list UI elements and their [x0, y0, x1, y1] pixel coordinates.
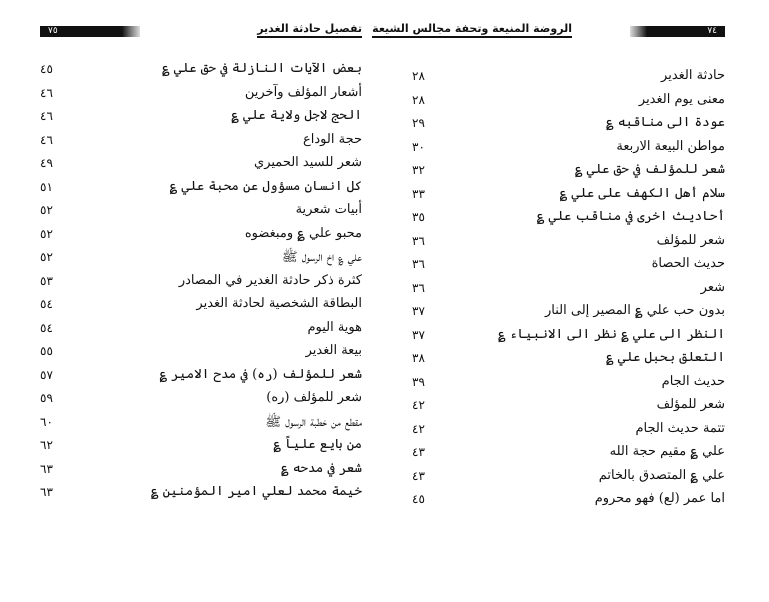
toc-entry-page: ٥٢	[40, 250, 53, 264]
toc-entry-title: البطاقة الشخصية لحادثة الغدير	[196, 296, 362, 311]
toc-entry-page: ٥٣	[40, 273, 53, 288]
toc-entry-page: ٣٥	[412, 210, 425, 224]
page-number: ٧٥	[48, 26, 58, 36]
toc-entry	[40, 414, 362, 436]
toc-entry-title: شعر للمؤلف	[656, 232, 725, 248]
toc-entry-page: ٤٣	[412, 468, 425, 483]
toc-entry-title: شعر للمؤلف (ره) في مدح الامير ؏	[159, 366, 362, 382]
toc-entry-title: التعلق بحبل علي ؏	[605, 350, 725, 365]
toc-entry-page: ٤٩	[40, 156, 53, 170]
toc-entry-page: ٥٢	[40, 203, 53, 217]
toc-entry	[412, 233, 725, 255]
toc-entry-title: شعر للسيد الحميري	[254, 155, 362, 170]
toc-entry-title: شعر للمؤلف في حق علي ؏	[574, 162, 725, 177]
toc-entry-page: ٤٦	[40, 109, 53, 123]
toc-entry-title: محبو علي ؏ ومبغضوه	[244, 225, 362, 241]
toc-entry	[40, 202, 362, 224]
toc-entry	[412, 162, 725, 184]
toc-entry-title: بيعة الغدير	[305, 343, 362, 358]
toc-entry	[412, 209, 725, 231]
toc-entry-title: معنى يوم الغدير	[638, 91, 725, 107]
toc-entry	[412, 468, 725, 490]
page-number-bar	[630, 26, 725, 37]
toc-entry-page: ٤٣	[412, 445, 425, 459]
toc-entry-page: ٥٩	[40, 391, 53, 405]
toc-entry-title: أحاديث اخرى في مناقب علي ؏	[536, 209, 725, 224]
toc-entry-title: علي ؏ مقيم حجة الله	[609, 444, 725, 459]
toc-entry-title: كثرة ذكر حادثة الغدير في المصادر	[178, 272, 362, 288]
toc-entry	[412, 92, 725, 114]
toc-entry	[40, 461, 362, 483]
toc-entry-page: ٣٦	[412, 280, 425, 295]
toc-entry	[40, 249, 362, 271]
toc-entry-title: الحج لاجل ولاية علي ؏	[231, 108, 362, 123]
toc-entry	[40, 343, 362, 365]
toc-entry-page: ٣٠	[412, 139, 425, 154]
toc-entry-page: ٥٧	[40, 367, 53, 382]
toc-entry-title: حادثة الغدير	[661, 68, 725, 83]
toc-entry-title: مقطع من خطبة الرسول ﷺ	[265, 414, 362, 430]
toc-entry-title: بدون حب علي ؏ المصير إلى النار	[545, 303, 725, 318]
toc-entry	[412, 68, 725, 90]
toc-entry	[40, 155, 362, 177]
toc-entry	[412, 139, 725, 161]
toc-entry	[412, 280, 725, 302]
toc-entry-page: ٣٢	[412, 163, 425, 177]
toc-entry-page: ٣٣	[412, 186, 425, 201]
toc-entry-title: حديث الحصاة	[651, 256, 725, 271]
running-header: الروضة المنيعة وتحفة مجالس الشيعة	[372, 22, 572, 38]
toc-entry-page: ٣٩	[412, 374, 425, 389]
toc-entry-page: ٦٣	[40, 485, 53, 499]
toc-entry-title: هوية اليوم	[307, 319, 362, 335]
toc-entry-title: عودة الى مناقبه ؏	[605, 115, 725, 130]
toc-entry	[40, 296, 362, 318]
toc-entry	[412, 186, 725, 208]
toc-entry-title: من بايع علياً ؏	[273, 437, 362, 452]
toc-entry	[40, 484, 362, 506]
toc-entry	[40, 367, 362, 389]
toc-entry	[40, 85, 362, 107]
toc-entry-page: ٥٤	[40, 320, 53, 335]
page-number-bar	[40, 26, 140, 37]
toc-entry-title: كل انسان مسؤول عن محبة علي ؏	[169, 178, 362, 194]
toc-entry-page: ٤٦	[40, 132, 53, 147]
toc-entry-title: علي ؏ اخ الرسول ﷺ	[281, 250, 362, 265]
toc-entry-page: ٦٠	[40, 414, 53, 429]
toc-entry-page: ٥٥	[40, 344, 53, 358]
toc-entry	[40, 273, 362, 295]
toc-entry	[412, 397, 725, 419]
toc-entry-title: مواطن البيعة الاربعة	[616, 138, 725, 154]
toc-entry-page: ٤٥	[412, 492, 425, 506]
toc-entry-page: ٦٢	[40, 438, 53, 452]
toc-entry-page: ٥٢	[40, 226, 53, 241]
toc-entry	[40, 108, 362, 130]
toc-entry-title: علي ؏ المتصدق بالخاتم	[598, 467, 725, 483]
toc-entry-title: شعر	[700, 279, 725, 295]
toc-entry	[412, 421, 725, 443]
page-number: ٧٤	[707, 26, 717, 36]
left-page	[0, 0, 384, 602]
right-page	[372, 0, 769, 602]
toc-entry-title: سلام أهل الكهف على علي ؏	[559, 185, 725, 201]
toc-entry	[40, 61, 362, 83]
toc-entry	[412, 115, 725, 137]
toc-entry-page: ٤٥	[40, 62, 53, 76]
toc-entry	[40, 132, 362, 154]
toc-entry	[412, 303, 725, 325]
toc-entry-page: ٣٦	[412, 257, 425, 271]
toc-entry-title: حجة الوداع	[303, 131, 362, 147]
toc-entry	[40, 226, 362, 248]
toc-entry-page: ٦٣	[40, 461, 53, 476]
toc-entry-page: ٣٨	[412, 351, 425, 365]
toc-entry-page: ٣٦	[412, 233, 425, 248]
toc-entry	[40, 179, 362, 201]
toc-entry	[40, 437, 362, 459]
toc-entry-title: النظر الى علي ؏ نظر الى الانبياء ؏	[498, 326, 725, 342]
running-header: تفصيل حادثة الغدير	[257, 22, 362, 38]
toc-entry-title: حديث الجام	[661, 373, 725, 389]
toc-entry-page: ٣٧	[412, 304, 425, 318]
toc-entry	[412, 444, 725, 466]
toc-entry-title: خيمة محمد لعلي امير المؤمنين ؏	[150, 484, 362, 499]
toc-entry-title: بعض الآيات النازلة في حق علي ؏	[162, 61, 362, 76]
toc-entry-page: ٥٤	[40, 297, 53, 311]
toc-entry	[412, 491, 725, 513]
toc-entry-page: ٤٢	[412, 398, 425, 412]
toc-entry-title: شعر للمؤلف	[656, 397, 725, 412]
toc-entry	[412, 374, 725, 396]
toc-entry-title: أشعار المؤلف وآخرين	[244, 84, 362, 100]
toc-entry	[412, 350, 725, 372]
toc-entry-page: ٤٦	[40, 85, 53, 100]
toc-entry	[412, 256, 725, 278]
toc-entry-page: ٤٢	[412, 421, 425, 436]
toc-entry-title: اما عمر (لع) فهو محروم	[594, 491, 725, 506]
toc-entry	[40, 390, 362, 412]
toc-entry-page: ٣٧	[412, 327, 425, 342]
toc-entry-title: أبيات شعرية	[295, 202, 362, 217]
toc-entry	[412, 327, 725, 349]
toc-entry-title: شعر للمؤلف (ره)	[266, 390, 362, 405]
toc-entry-page: ٥١	[40, 179, 53, 194]
toc-entry-page: ٢٨	[412, 69, 425, 83]
toc-entry-title: تتمة حديث الجام	[635, 420, 725, 436]
toc-entry-title: شعر في مدحه ؏	[281, 460, 362, 476]
toc-entry-page: ٢٨	[412, 92, 425, 107]
toc-entry	[40, 320, 362, 342]
toc-entry-page: ٢٩	[412, 116, 425, 130]
